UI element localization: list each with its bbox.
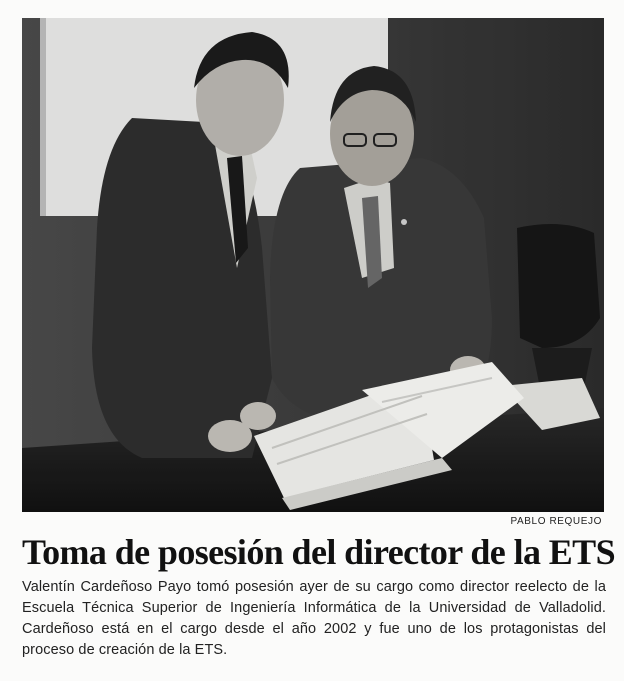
news-photo bbox=[22, 18, 604, 512]
article-headline: Toma de posesión del director de la ETS bbox=[22, 532, 616, 572]
article-body: Valentín Cardeñoso Payo tomó posesión ayer de su cargo como director reelecto de la Escuela Técnica Superior de Ingeniería Informática de la Universidad de Valladolid. Cardeñoso está en el cargo desde el año 2002 y fue uno de los protagonistas del proceso de creación de la ETS. bbox=[22, 579, 606, 658]
photo-credit: PABLO REQUEJO bbox=[510, 516, 602, 527]
